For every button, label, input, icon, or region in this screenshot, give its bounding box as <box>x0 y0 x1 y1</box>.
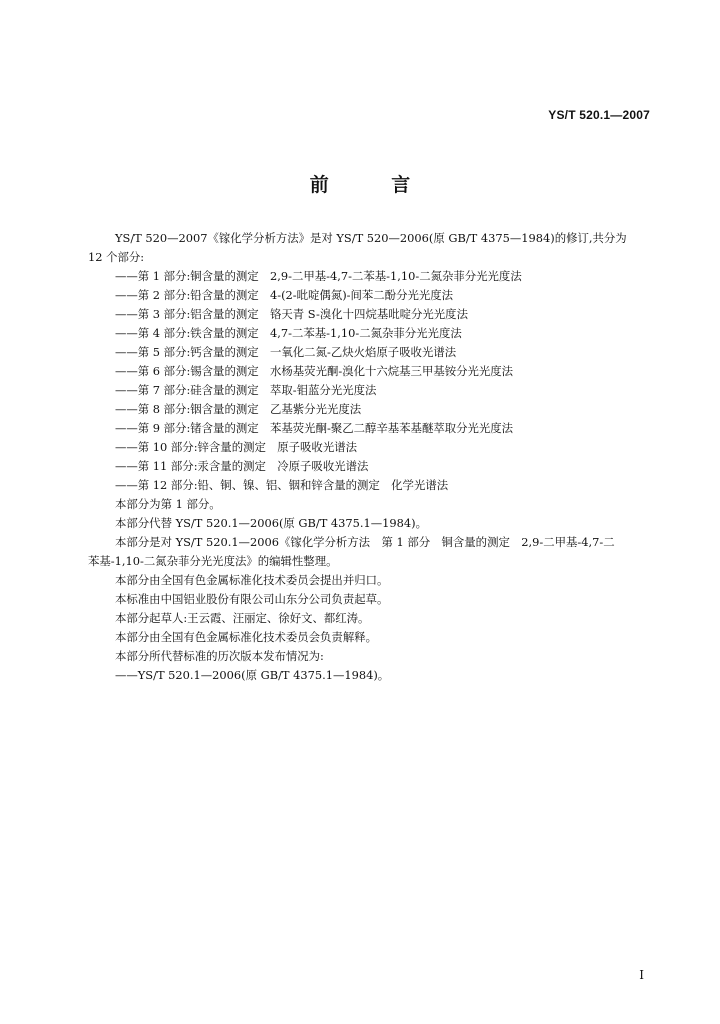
part-item: ——第 12 部分:铅、铜、镍、铝、铟和锌含量的测定 化学光谱法 <box>115 478 449 492</box>
part-item: ——第 4 部分:铁含量的测定 4,7-二苯基-1,10-二氮杂菲分光光度法 <box>115 326 462 340</box>
part-item: ——第 6 部分:锡含量的测定 水杨基荧光酮-溴化十六烷基三甲基铵分光光度法 <box>115 364 514 378</box>
page-number: I <box>639 968 644 982</box>
page-title: 前 言 <box>309 174 439 196</box>
statement-revision-line-2: 苯基-1,10-二氮杂菲分光光度法》的编辑性整理。 <box>88 554 338 568</box>
statement-revision-line-1: 本部分是对 YS/T 520.1—2006《镓化学分析方法 第 1 部分 铜含量的测定 2,9-二甲基-4,7-二 <box>115 535 615 549</box>
part-item: ——第 5 部分:钙含量的测定 一氧化二氮-乙炔火焰原子吸收光谱法 <box>115 345 457 359</box>
part-item: ——第 8 部分:铟含量的测定 乙基紫分光光度法 <box>115 402 362 416</box>
statement-proposed-by: 本部分由全国有色金属标准化技术委员会提出并归口。 <box>115 573 389 587</box>
statement-drafters: 本部分起草人:王云霞、汪丽定、徐好文、都红涛。 <box>115 611 370 625</box>
intro-line-1: YS/T 520—2007《镓化学分析方法》是对 YS/T 520—2006(原 GB/T 4375—1984)的修订,共分为 <box>115 231 627 245</box>
statement-drafted-by-org: 本标准由中国铝业股份有限公司山东分公司负责起草。 <box>115 592 389 606</box>
part-item: ——第 1 部分:铜含量的测定 2,9-二甲基-4,7-二苯基-1,10-二氮杂菲分光光度法 <box>115 269 522 283</box>
part-item: ——第 9 部分:锗含量的测定 苯基荧光酮-聚乙二醇辛基苯基醚萃取分光光度法 <box>115 421 514 435</box>
part-item: ——第 2 部分:铅含量的测定 4-(2-吡啶偶氮)-间苯二酚分光光度法 <box>115 288 454 302</box>
statement-replaces: 本部分代替 YS/T 520.1—2006(原 GB/T 4375.1—1984)。 <box>115 516 427 530</box>
statement-history-item: ——YS/T 520.1—2006(原 GB/T 4375.1—1984)。 <box>115 668 390 682</box>
statement-history-intro: 本部分所代替标准的历次版本发布情况为: <box>115 649 324 663</box>
intro-line-2: 12 个部分: <box>88 250 145 264</box>
statement-interpretation: 本部分由全国有色金属标准化技术委员会负责解释。 <box>115 630 377 644</box>
standard-code-header: YS/T 520.1—2007 <box>548 108 650 122</box>
part-item: ——第 7 部分:硅含量的测定 萃取-钼蓝分光光度法 <box>115 383 377 397</box>
part-item: ——第 10 部分:锌含量的测定 原子吸收光谱法 <box>115 440 357 454</box>
part-item: ——第 11 部分:汞含量的测定 冷原子吸收光谱法 <box>115 459 369 473</box>
foreword-body <box>88 229 658 685</box>
statement-part-number: 本部分为第 1 部分。 <box>115 497 221 511</box>
part-item: ——第 3 部分:铝含量的测定 铬天青 S-溴化十四烷基吡啶分光光度法 <box>115 307 468 321</box>
